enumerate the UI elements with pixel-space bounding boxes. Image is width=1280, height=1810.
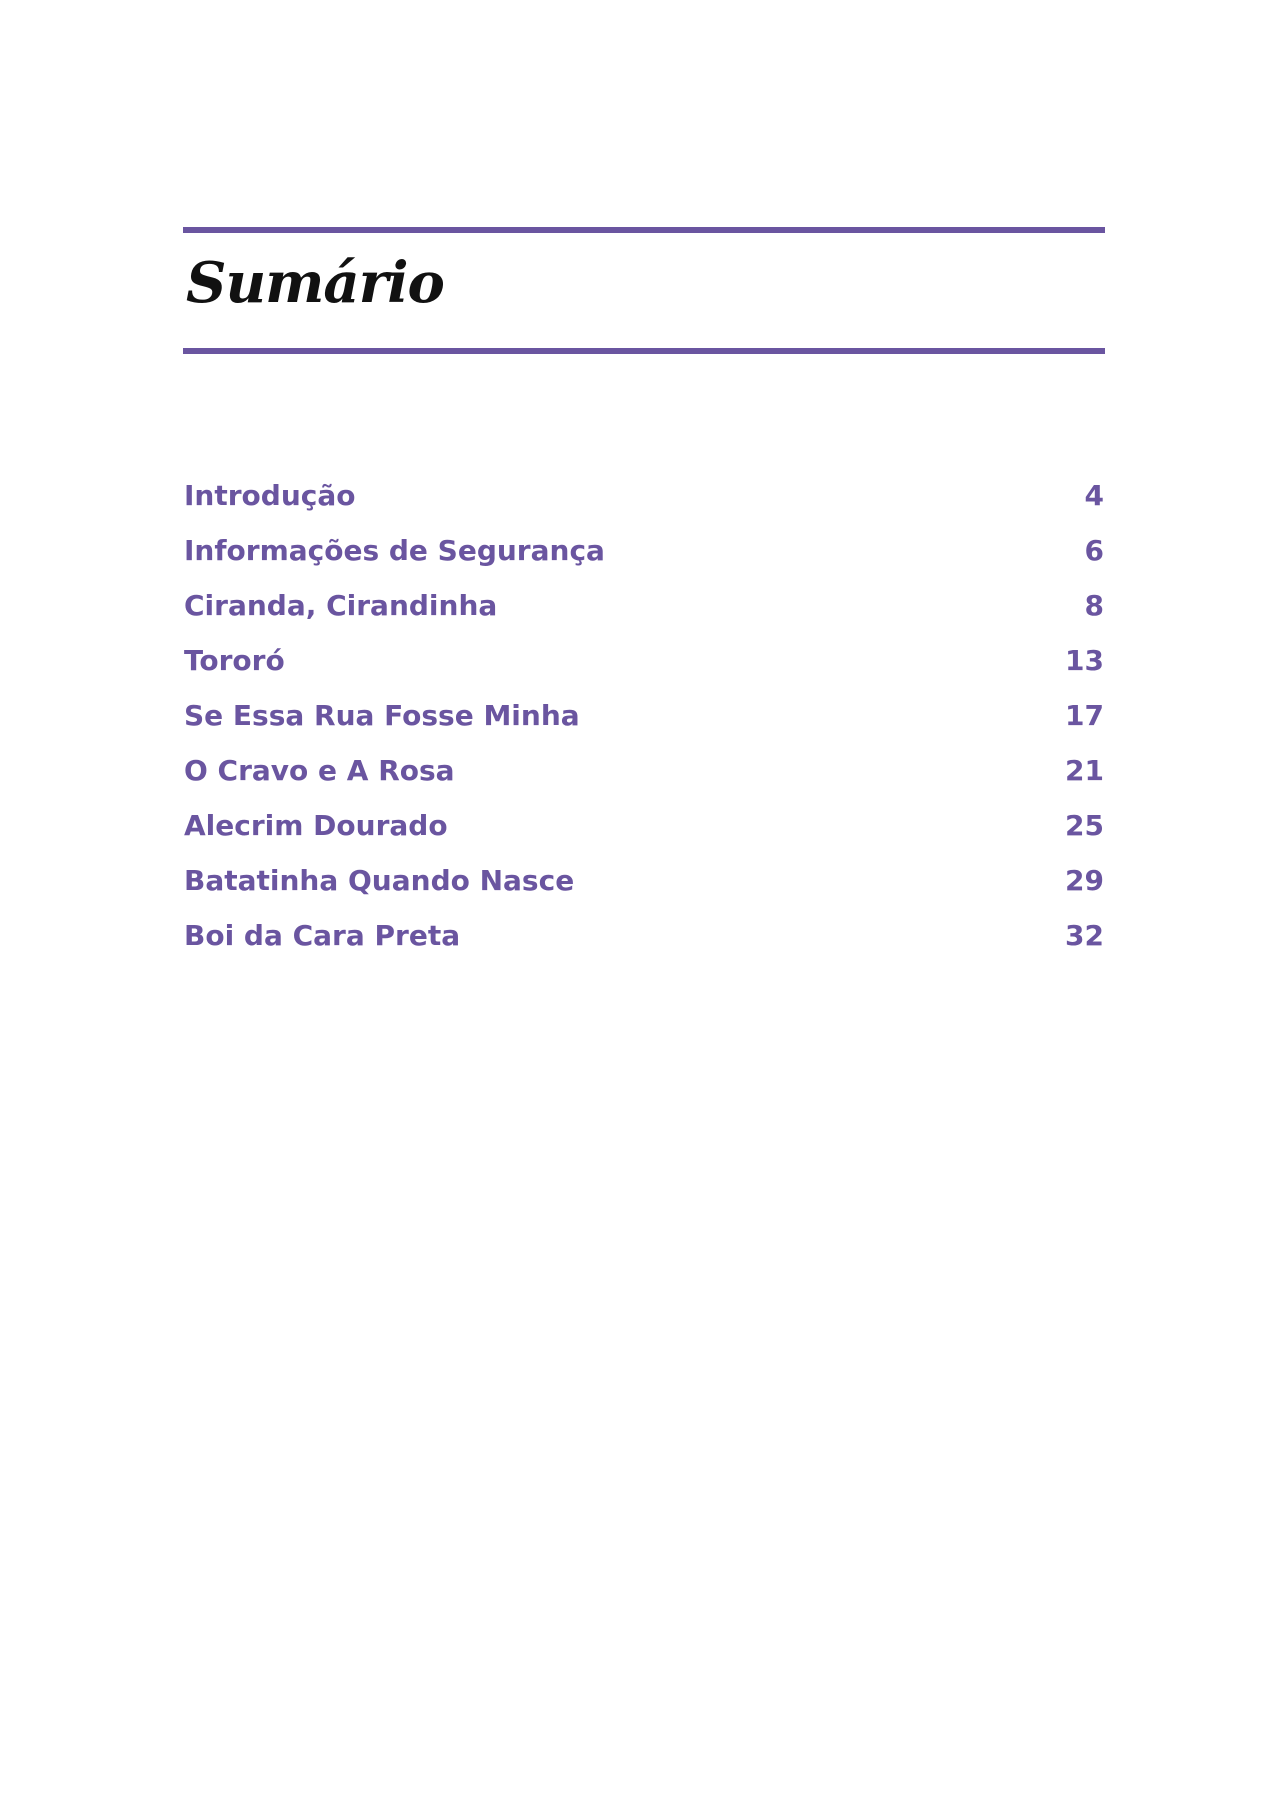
toc-entry-label: Tororó — [184, 644, 285, 677]
page-title: Sumário — [186, 250, 444, 316]
toc-entry[interactable] — [184, 633, 1104, 688]
toc-entry[interactable] — [184, 578, 1104, 633]
toc-entry[interactable] — [184, 688, 1104, 743]
table-of-contents — [184, 468, 1104, 963]
toc-entry-page: 4 — [1084, 479, 1104, 512]
top-divider — [183, 227, 1105, 233]
toc-entry-page: 21 — [1065, 754, 1104, 787]
toc-entry[interactable] — [184, 853, 1104, 908]
toc-entry-label: Boi da Cara Preta — [184, 919, 461, 952]
toc-entry-label: Informações de Segurança — [184, 534, 605, 567]
toc-entry-page: 13 — [1065, 644, 1104, 677]
toc-entry[interactable] — [184, 798, 1104, 853]
toc-entry-label: Batatinha Quando Nasce — [184, 864, 575, 897]
toc-entry-label: Alecrim Dourado — [184, 809, 448, 842]
bottom-divider — [183, 348, 1105, 354]
toc-entry-page: 32 — [1065, 919, 1104, 952]
toc-entry-label: Se Essa Rua Fosse Minha — [184, 699, 580, 732]
toc-entry[interactable] — [184, 523, 1104, 578]
toc-entry-label: Ciranda, Cirandinha — [184, 589, 498, 622]
toc-entry-page: 25 — [1065, 809, 1104, 842]
toc-entry[interactable] — [184, 908, 1104, 963]
toc-entry-page: 6 — [1084, 534, 1104, 567]
toc-entry-page: 17 — [1065, 699, 1104, 732]
toc-entry[interactable] — [184, 743, 1104, 798]
toc-entry[interactable] — [184, 468, 1104, 523]
toc-entry-label: O Cravo e A Rosa — [184, 754, 455, 787]
toc-entry-page: 29 — [1065, 864, 1104, 897]
toc-entry-label: Introdução — [184, 479, 356, 512]
toc-entry-page: 8 — [1084, 589, 1104, 622]
